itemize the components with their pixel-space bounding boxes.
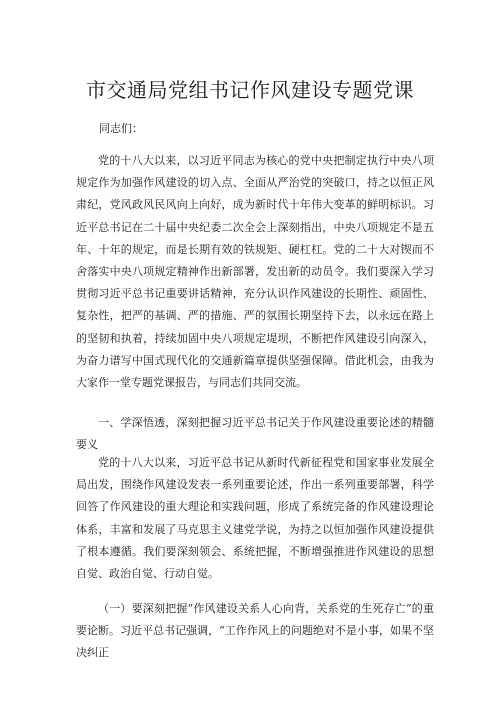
paragraph-section-1: 党的十八大以来，习近平总书记从新时代新征程党和国家事业发展全局出发，围绕作风建设发表一系列重要论述，作出一系列重要部署，科学回答了作风建设的重大理论和实践问题，形成了系统完备的作风建设理论体系，丰富和发展了马克思主义建党学说，为持之以恒加强作风建设提供了根本遵循。我们要深刻领会、系统把握，不断增强推进作风建设的思想自觉、政治自觉、行动自觉。 — [76, 456, 434, 581]
paragraph-subsection-1: （一）要深刻把握“作风建设关系人心向背，关系党的生死存亡”的重要论断。习近平总书记强调，“工作作风上的问题绝对不是小事，如果不坚决纠正 — [76, 602, 434, 660]
paragraph-intro: 党的十八大以来，以习近平同志为核心的党中央把制定执行中央八项规定作为加强作风建设的切入点、全面从严治党的突破口，持之以恒正风肃纪，党风政风民风向上向好，成为新时代十年伟大变革的鲜明标识。习近平总书记在二十届中央纪委二次全会上深刻指出，中央八项规定不是五年、十年的规定，而是长期有效的铁规矩、硬杠杠。党的二十大对锲而不舍落实中央八项规定精神作出新部署，发出新的动员令。我们要深入学习贯彻习近平总书记重要讲话精神，充分认识作风建设的长期性、顽固性、复杂性，把严的基调、严的措施、严的氛围长期坚持下去，以永远在路上的坚韧和执着，持续加固中央八项规定堤坝，不断把作风建设引向深入，为奋力谱写中国式现代化的交通新篇章提供坚强保障。借此机会，由我为大家作一堂专题党课报告，与同志们共同交流。 — [76, 154, 434, 390]
document-title: 市交通局党组书记作风建设专题党课 — [86, 78, 414, 102]
section-heading-1: 一、学深悟透，深刻把握习近平总书记关于作风建设重要论述的精髓要义 — [76, 416, 434, 452]
greeting: 同志们： — [99, 122, 143, 135]
